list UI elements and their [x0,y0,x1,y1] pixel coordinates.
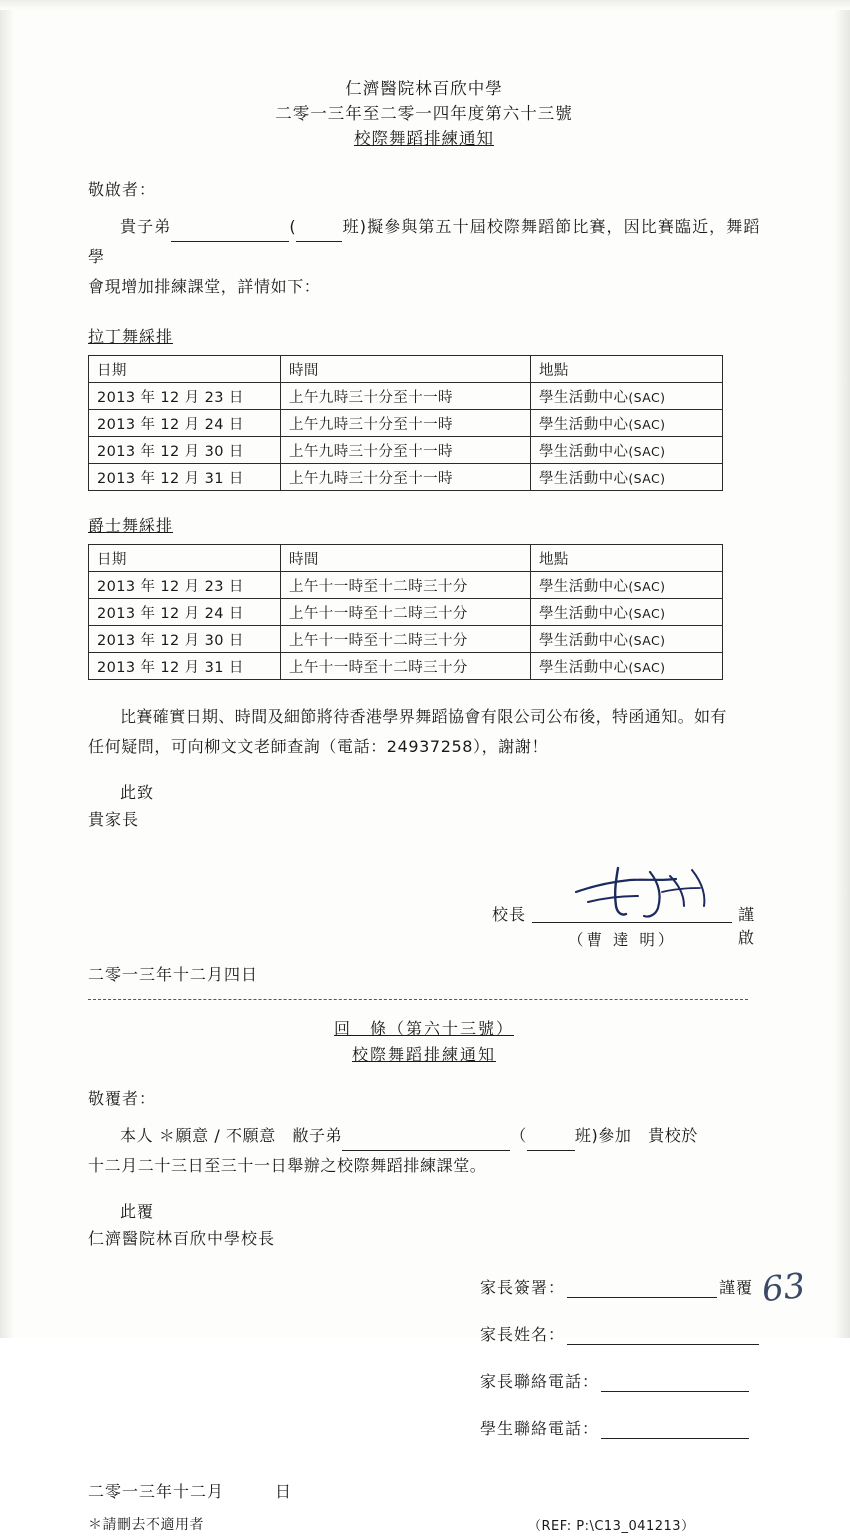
reply-class-blank [527,1150,575,1151]
note-paragraph [88,702,760,732]
reply-salutation: 敬覆者： [88,1089,157,1108]
field-input-rule[interactable] [567,1297,717,1298]
reply-paragraph-2: 十二月二十三日至三十一日舉辦之校際舞蹈排練課堂。 [88,1156,487,1175]
body-p1-suffix: 班)擬參與第五十屆校際舞蹈節比賽，因比賽臨近，舞蹈學 [88,217,760,266]
column-header-venue: 地點 [531,545,723,572]
note-line-2-wrap [88,732,760,762]
venue-abbr: (SAC) [628,389,666,405]
reply-slip-number: 回 條（第六十三號） [333,1019,514,1038]
cell-date: 2013 年 12 月 23 日 [89,572,281,599]
footer-reference: （REF: P:\C13_041213） [528,1519,695,1534]
body-paragraph-1-cont: 會現增加排練課堂，詳情如下： [88,277,321,296]
field-label: 學生聯絡電話： [480,1419,600,1438]
scan-edge-left [0,0,14,1338]
table-row [89,437,723,464]
page-number: 63 [760,1265,808,1311]
cell-date: 2013 年 12 月 24 日 [89,410,281,437]
reply-p1-paren: （ [510,1126,527,1145]
scan-edge-right [834,0,850,1338]
cell-time: 上午九時三十分至十一時 [281,464,531,491]
footer-note: ＊請刪去不適用者 [88,1517,204,1533]
scan-edge-top [0,0,850,10]
cell-date: 2013 年 12 月 23 日 [89,383,281,410]
handwritten-signature [558,862,738,922]
venue-text: 學生活動中心 [539,605,629,622]
signature-suffix: 謹啟 [738,905,756,947]
cell-venue [531,464,723,491]
cell-time: 上午九時三十分至十一時 [281,410,531,437]
column-header-time: 時間 [281,545,531,572]
venue-abbr: (SAC) [628,659,666,675]
table-row [89,464,723,491]
closing-line-2: 貴家長 [88,810,140,829]
field-label: 家長姓名： [480,1325,566,1344]
cell-date: 2013 年 12 月 30 日 [89,626,281,653]
venue-text: 學生活動中心 [539,578,629,595]
jazz-schedule-table [88,544,723,680]
reply-p1-prefix: 本人 ＊願意 / 不願意 敝子弟 [120,1126,343,1145]
reply-fields [88,1275,760,1439]
field-label: 家長聯絡電話： [480,1372,600,1391]
principal-name: （曹 達 明） [568,931,677,949]
issue-date: 二零一三年十二月四日 [88,965,259,984]
body-paragraph-1 [88,212,760,272]
document-content [88,76,760,1536]
notice-number: 二零一三年至二零一四年度第六十三號 [275,104,573,123]
field-parent-name [88,1322,760,1345]
reply-p1-suffix: 班)參加 貴校於 [574,1126,698,1145]
cell-venue [531,572,723,599]
principal-label: 校長 [492,905,527,924]
field-input-rule[interactable] [601,1438,749,1439]
cell-date: 2013 年 12 月 31 日 [89,653,281,680]
cell-venue [531,599,723,626]
venue-abbr: (SAC) [628,605,666,621]
field-suffix: 謹覆 [719,1278,754,1297]
table-row [89,653,723,680]
column-header-date: 日期 [89,545,281,572]
cell-date: 2013 年 12 月 24 日 [89,599,281,626]
field-input-rule[interactable] [601,1391,749,1392]
jazz-section-title: 爵士舞綵排 [88,516,174,535]
table-row [89,383,723,410]
venue-abbr: (SAC) [628,416,666,432]
table-row [89,599,723,626]
latin-schedule-table [88,355,723,491]
signature-block [88,878,760,949]
venue-text: 學生活動中心 [539,632,629,649]
venue-text: 學生活動中心 [539,443,629,460]
salutation: 敬啟者： [88,180,157,199]
cell-venue [531,626,723,653]
column-header-date: 日期 [89,356,281,383]
cell-venue [531,653,723,680]
venue-abbr: (SAC) [628,578,666,594]
column-header-time: 時間 [281,356,531,383]
cell-date: 2013 年 12 月 31 日 [89,464,281,491]
class-blank [296,241,342,242]
cell-time: 上午十一時至十二時三十分 [281,653,531,680]
cell-date: 2013 年 12 月 30 日 [89,437,281,464]
venue-abbr: (SAC) [628,443,666,459]
cell-time: 上午十一時至十二時三十分 [281,599,531,626]
reply-closing-1: 此覆 [120,1202,155,1221]
field-parent-phone [88,1369,760,1392]
table-row [89,410,723,437]
table-row [89,572,723,599]
cell-venue [531,410,723,437]
venue-text: 學生活動中心 [539,659,629,676]
closing-line-1: 此致 [120,783,155,802]
tear-off-divider [88,999,748,1000]
body-p1-prefix: 貴子弟 [120,217,172,236]
reply-slip-heading [88,1016,760,1068]
reply-closing-2: 仁濟醫院林百欣中學校長 [88,1229,276,1248]
cell-time: 上午十一時至十二時三十分 [281,626,531,653]
cell-venue [531,437,723,464]
venue-text: 學生活動中心 [539,389,629,406]
field-label: 家長簽署： [480,1278,566,1297]
cell-time: 上午九時三十分至十一時 [281,383,531,410]
column-header-venue: 地點 [531,356,723,383]
venue-abbr: (SAC) [628,470,666,486]
venue-abbr: (SAC) [628,632,666,648]
school-name: 仁濟醫院林百欣中學 [345,79,503,98]
notice-title: 校際舞蹈排練通知 [354,129,494,148]
note-line-2: 任何疑問，可向柳文文老師查詢（電話：24937258），謝謝！ [88,737,549,756]
latin-section-title: 拉丁舞綵排 [88,327,174,346]
venue-text: 學生活動中心 [539,416,629,433]
table-header-row [89,545,723,572]
table-row [89,626,723,653]
body-p1-paren: ( [289,217,297,236]
document-heading [88,76,760,151]
footer-row [88,1514,760,1536]
field-student-phone [88,1416,760,1439]
venue-text: 學生活動中心 [539,470,629,487]
cell-venue [531,383,723,410]
field-input-rule[interactable] [567,1344,759,1345]
signature-rule [532,922,732,923]
field-parent-signature [88,1275,760,1298]
cell-time: 上午十一時至十二時三十分 [281,572,531,599]
reply-footer-date: 二零一三年十二月 日 [88,1482,293,1501]
reply-slip-title: 校際舞蹈排練通知 [351,1045,496,1064]
cell-time: 上午九時三十分至十一時 [281,437,531,464]
table-header-row [89,356,723,383]
note-line-1: 比賽確實日期、時間及細節將待香港學界舞蹈協會有限公司公布後，特函通知。如有 [120,707,727,726]
student-name-blank [171,241,289,242]
reply-paragraph-1 [88,1121,760,1151]
